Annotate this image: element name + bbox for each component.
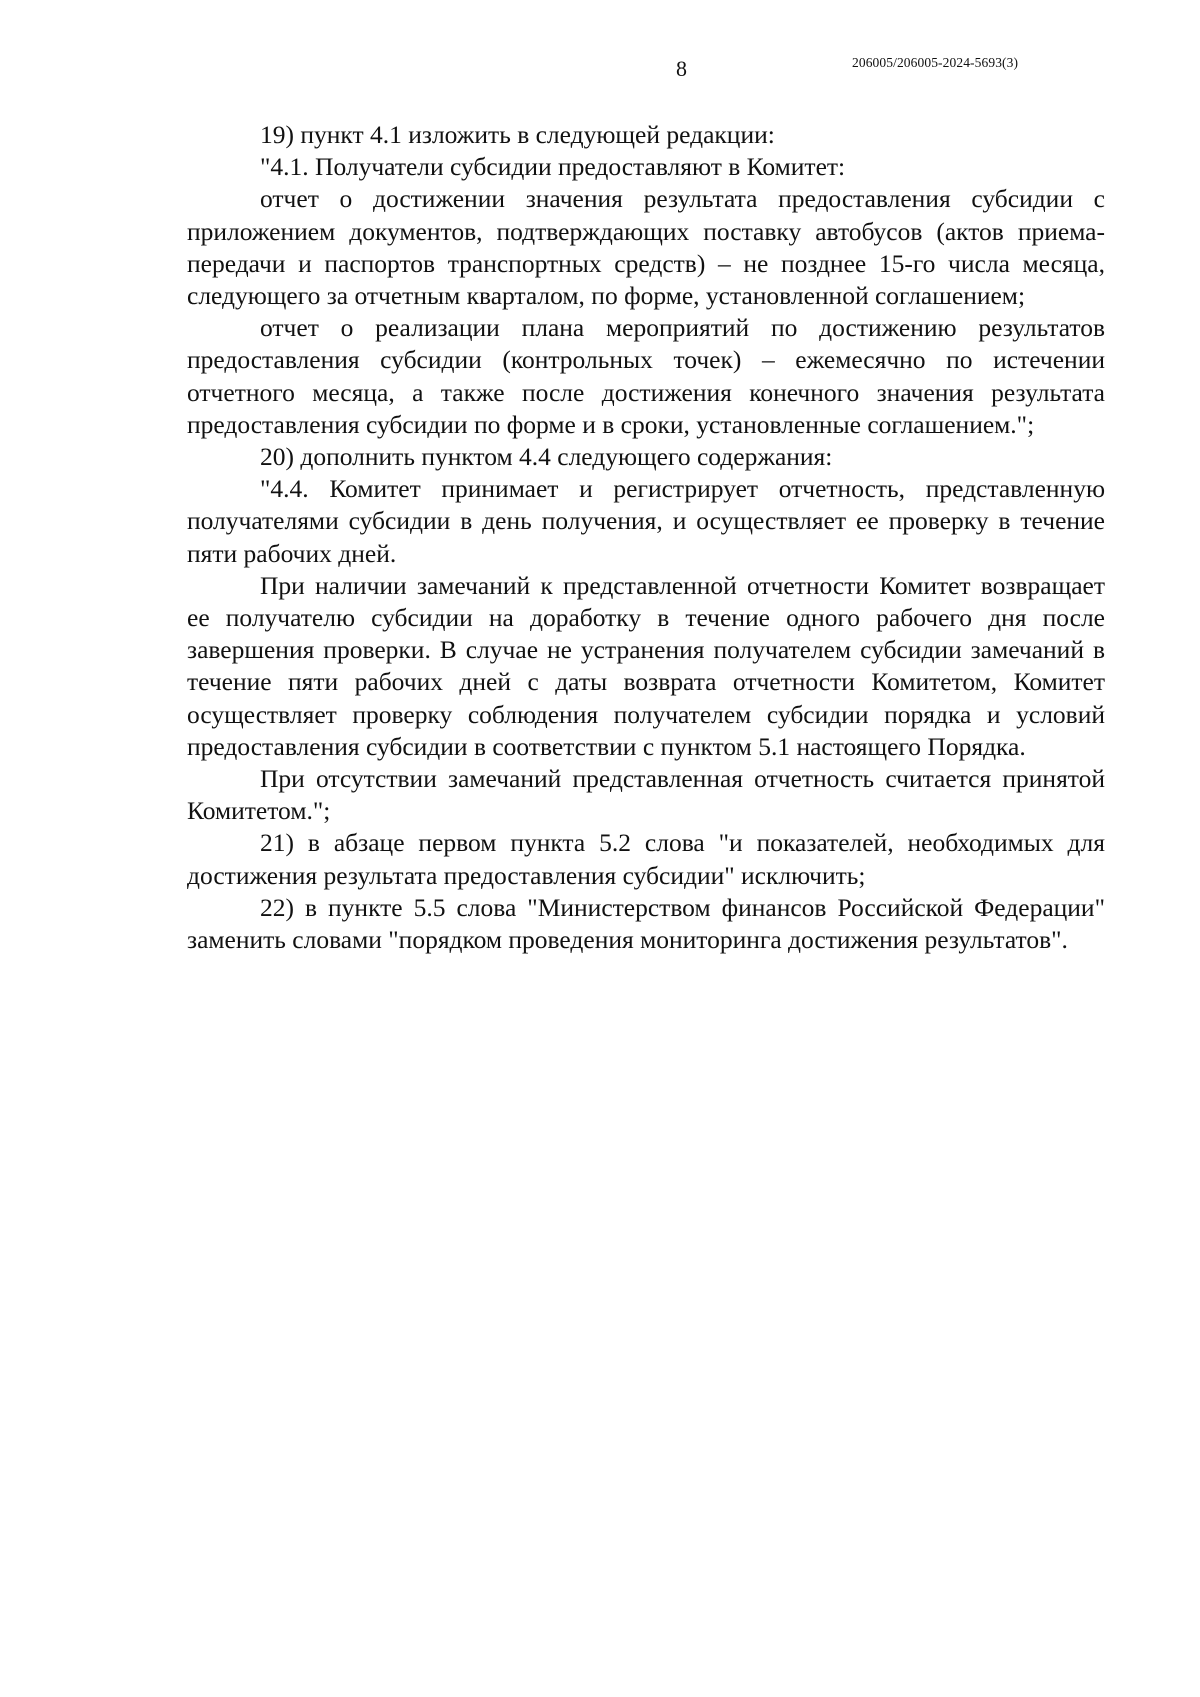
paragraph-item-20: 20) дополнить пунктом 4.4 следующего содержания: (260, 442, 833, 472)
paragraph-report-plan: отчет о реализации плана мероприятий по достижению результатов предоставления субсидии (контрольных точек) – ежемесячно по истечении отчетного месяца, а также после достижения конечного значения результата предоставления субсидии по форме и в сроки, установленные соглашением."; (187, 313, 1105, 439)
paragraph-clause-4-1: "4.1. Получатели субсидии предоставляют в Комитет: (260, 152, 846, 182)
paragraph-item-22: 22) в пункте 5.5 слова "Министерством финансов Российской Федерации" заменить словами "порядком проведения мониторинга достижения результатов". (187, 892, 1105, 955)
paragraph-item-21: 21) в абзаце первом пункта 5.2 слова "и показателей, необходимых для достижения результата предоставления субсидии" исключить; (187, 828, 1105, 890)
paragraph-item-19: 19) пункт 4.1 изложить в следующей редакции: (260, 120, 775, 149)
paragraph-remarks: При наличии замечаний к представленной отчетности Комитет возвращает ее получателю субсидии на доработку в течение одного рабочего дня после завершения проверки. В случае не устранения получателем субсидии замечаний в течение пяти рабочих дней с даты возврата отчетности Комитетом, Комитет осуществляет проверку соблюдения получателем субсидии порядка и условий предоставления субсидии в соответствии с пунктом 5.1 настоящего Порядка. (187, 570, 1105, 761)
page-number: 8 (676, 56, 687, 81)
document-id: 206005/206005-2024-5693(3) (852, 55, 1019, 70)
paragraph-report-result: отчет о достижении значения результата предоставления субсидии с приложением документов, подтверждающих поставку автобусов (актов приема-передачи и паспортов транспортных средств) – не позднее 15-го числа месяца, следующего за отчетным кварталом, по форме, установленной соглашением; (187, 184, 1105, 311)
document-body (187, 119, 1105, 956)
paragraph-clause-4-4: "4.4. Комитет принимает и регистрирует отчетность, представленную получателями субсидии в день получения, и осуществляет ее проверку в течение пяти рабочих дней. (187, 474, 1105, 568)
paragraph-no-remarks: При отсутствии замечаний представленная отчетность считается принятой Комитетом."; (187, 764, 1105, 826)
